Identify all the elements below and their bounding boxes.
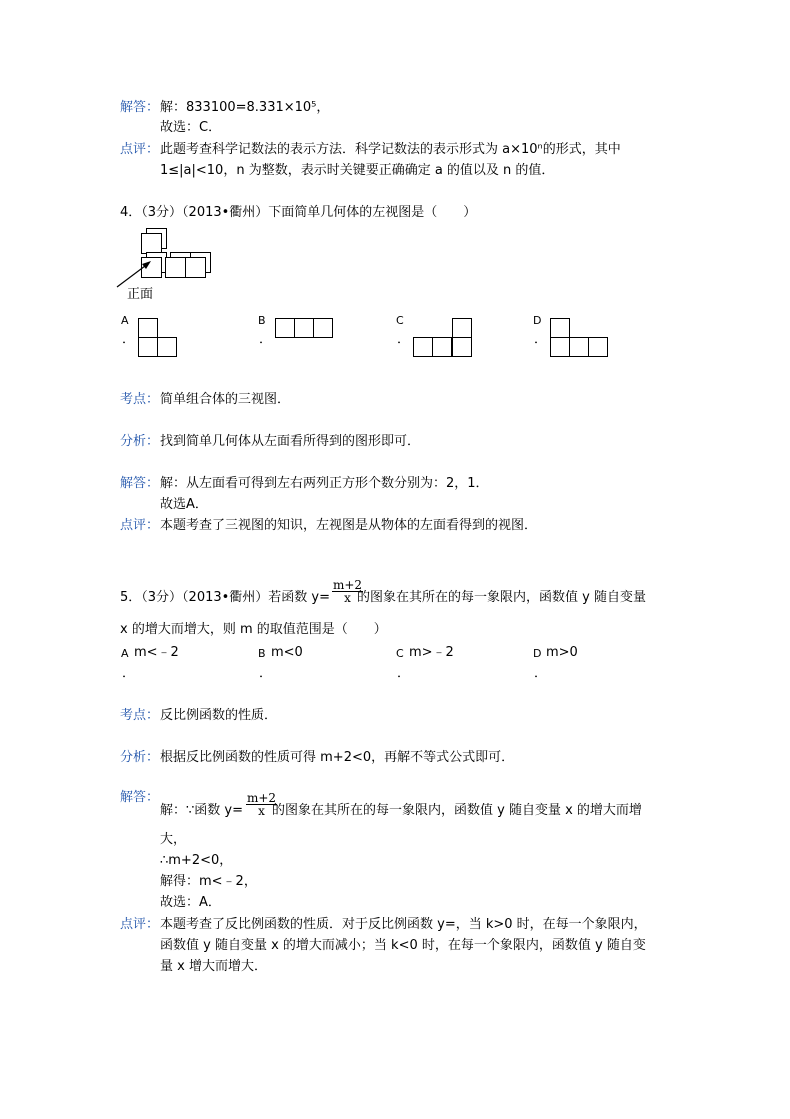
analysis-label: 分析： [120,750,160,765]
q4-comment: 本题考查了三视图的知识，左视图是从物体的左面看得到的视图． [160,518,538,533]
comment-label: 点评： [120,518,160,533]
q5-option-c-text: m>﹣2 [409,645,454,660]
q4-option-a-letter: A [121,314,129,327]
answer-label: 解答： [120,790,160,805]
q4-option-d-dot: ． [534,332,548,347]
q5-option-d-dot: ． [534,666,548,681]
q5-kaodian: 反比例函数的性质． [160,708,278,723]
q5-option-b-dot: ． [259,666,273,681]
q5-answer-line5: 故选：A． [160,895,221,910]
q5-option-a-letter: A [121,647,129,660]
q4-option-d-letter: D [533,314,542,327]
answer-label: 解答： [120,100,160,115]
q5-option-a-dot: ． [122,666,136,681]
q5-option-c-dot: ． [397,666,411,681]
q4-option-b-letter: B [258,314,266,327]
comment-label: 点评： [120,917,160,932]
front-arrow-icon [115,255,155,290]
q5-option-d-text: m>0 [546,645,578,660]
q4-stem: 4．（3分）（2013•衢州）下面简单几何体的左视图是（ ） [120,205,477,220]
q4-analysis: 找到简单几何体从左面看所得到的图形即可． [160,434,421,449]
q5-comment-line1: 本题考查了反比例函数的性质．对于反比例函数 y=，当 k>0 时，在每一个象限内， [160,917,647,932]
q3-comment-line1: 此题考查科学记数法的表示方法．科学记数法的表示形式为 a×10ⁿ的形式，其中 [160,142,621,157]
q4-option-b-dot: ． [259,332,273,347]
q5-answer-line1-part1: 解：∵函数 y= [160,803,243,818]
q5-option-b-letter: B [258,647,266,660]
front-label: 正面 [127,287,154,302]
q5-option-c-letter: C [396,647,404,660]
q5-analysis: 根据反比例函数的性质可得 m+2<0，再解不等式公式即可． [160,750,515,765]
q5-stem-part2: 的图象在其所在的每一象限内，函数值 y 随自变量 [357,590,646,605]
q5-option-a-text: m<﹣2 [134,645,179,660]
q5-option-d-letter: D [533,647,542,660]
q3-answer-line2: 故选：C． [160,120,222,135]
q5-answer-line2: 大， [160,832,187,847]
q4-option-a-dot: ． [122,332,136,347]
q5-answer-line3: ∴m+2<0， [160,853,233,868]
fraction-denominator: x [258,804,265,818]
q4-option-c-dot: ． [397,332,411,347]
q4-option-c-letter: C [396,314,404,327]
q4-kaodian: 简单组合体的三视图． [160,392,291,407]
kaodian-label: 考点： [120,708,160,723]
q5-answer-line1-part2: 的图象在其所在的每一象限内，函数值 y 随自变量 x 的增大而增 [272,803,642,818]
q4-answer-line1: 解：从左面看可得到左右两列正方形个数分别为：2，1． [160,476,489,491]
fraction-denominator: x [344,591,351,605]
comment-label: 点评： [120,142,160,157]
kaodian-label: 考点： [120,392,160,407]
answer-label: 解答： [120,476,160,491]
q4-answer-line2: 故选A． [160,497,208,512]
q5-comment-line2: 函数值 y 随自变量 x 的增大而减小；当 k<0 时，在每一个象限内，函数值 y 随自变 [160,938,646,953]
q5-stem-part1: 5．（3分）（2013•衢州）若函数 y= [120,590,331,605]
fraction-numerator: m+2 [333,578,363,592]
q5-option-b-text: m<0 [271,645,303,660]
q3-answer-line1: 解：833100=8.331×10⁵， [160,100,330,115]
q3-comment-line2: 1≤|a|<10，n 为整数，表示时关键要正确确定 a 的值以及 n 的值． [160,163,555,178]
analysis-label: 分析： [120,434,160,449]
fraction-numerator: m+2 [247,791,277,805]
q5-answer-line4: 解得：m<﹣2， [160,874,257,889]
q5-stem-line2: x 的增大而增大，则 m 的取值范围是（ ） [120,622,387,637]
q5-comment-line3: 量 x 增大而增大． [160,959,267,974]
